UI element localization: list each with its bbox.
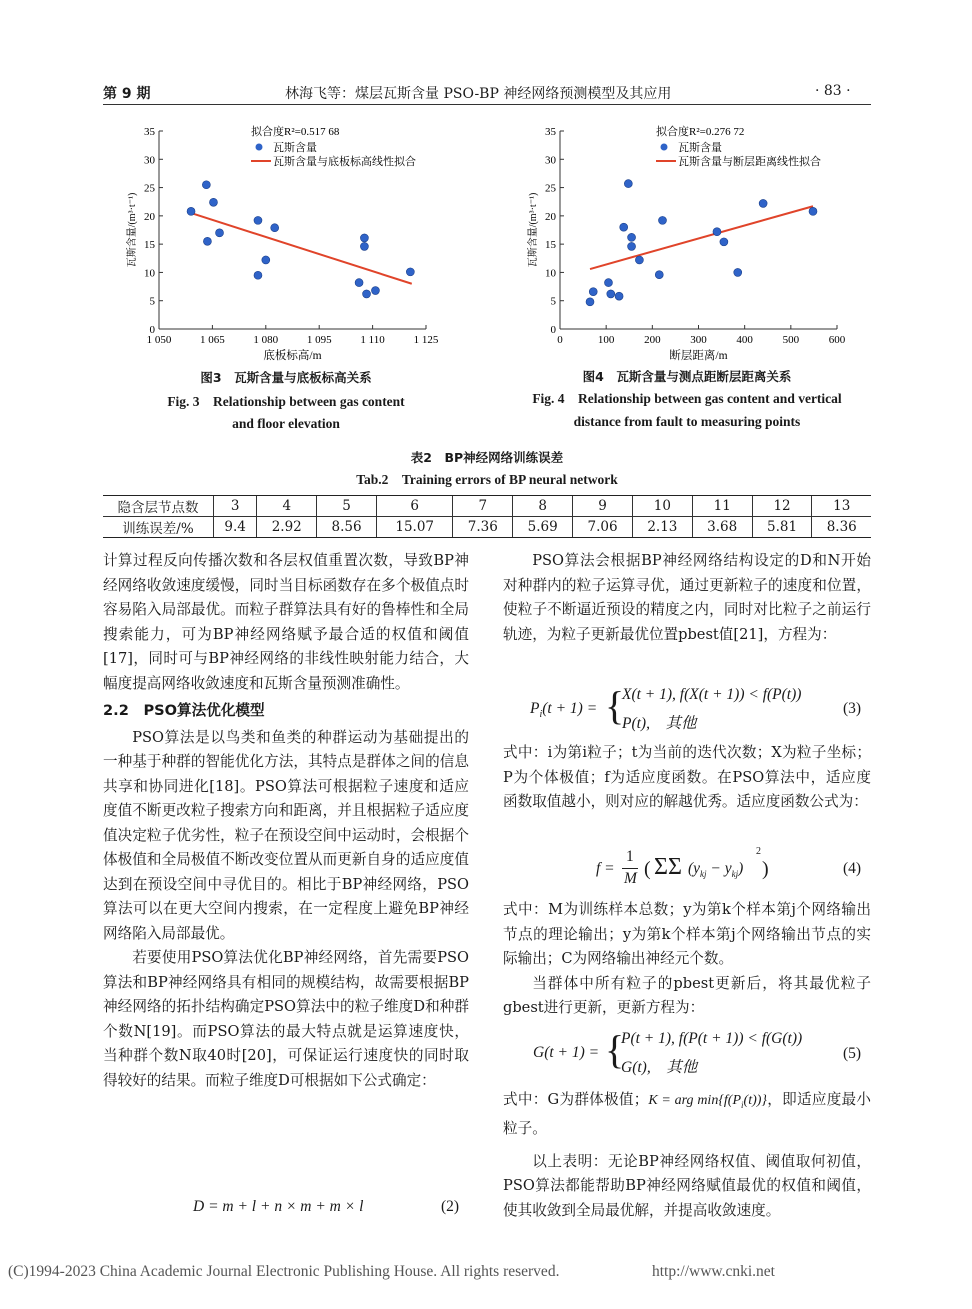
y-tick-label: 20 [545,210,556,223]
paragraph: 以上表明：无论BP神经网络权值、阈值取何初值，PSO算法都能帮助BP神经网络赋值最优的权值和阈值，使其收敛到全局最优解，并提高收敛速度。 [503,1152,871,1219]
data-point [589,288,597,296]
legend-label: 瓦斯含量 [678,142,722,154]
data-point [271,224,279,232]
table2-caption-en: Tab.2 Training errors of BP neural network [356,472,618,487]
x-tick-label: 1 080 [253,334,279,346]
fit-r2-label: 拟合度R²=0.517 68 [251,126,340,138]
y-tick-label: 0 [149,324,155,336]
y-tick-label: 0 [550,324,556,336]
data-point [620,223,628,231]
data-point [209,198,217,206]
paragraph: 式中：G为群体极值；K = arg $\min\{f(P_i(t))\}$，即适应度最小粒子。 [503,1091,871,1138]
paragraph: PSO算法是以鸟类和鱼类的种群运动为基础提出的一种基于种群的智能优化方法，其特点是群体之间的信息共享和协同进化[18]。PSO算法可根据粒子速度和适应度值不断更改粒子搜索方向和距离，并且根据粒子适应度值决定粒子优劣性，粒子在预设空间中运动时，会根据个体极值和全局极值不断改变位置从而更新自身的适应度值达到在预设空间中寻优目的。相比于BP神经网络，PSO算法可以在更大空间内搜索，在一定程度上避免BP神经网络陷入局部最优。 [103,728,469,942]
data-point [216,229,224,237]
table-cell: 2.13 [632,517,692,538]
equation-3-case-2: P(t), 其他 [622,715,697,732]
y-tick-label: 10 [545,267,556,280]
table-cell: 5 [317,496,377,517]
brace: { [605,683,625,728]
fit-r2-label: 拟合度R²=0.276 72 [656,126,745,138]
x-tick-label: 200 [644,334,661,346]
x-tick-label: 1 050 [146,334,172,346]
y-tick-label: 10 [144,267,155,280]
y-tick-label: 5 [550,295,556,308]
figure3-caption-en-2: and floor elevation [232,416,340,431]
y-tick-label: 15 [545,239,556,252]
y-tick-label: 30 [545,154,556,167]
figure3-chart [103,118,453,368]
data-point [254,216,262,224]
table2-caption-cn: 表2 BP神经网络训练误差 [410,450,564,465]
figure3-caption-en-1: Fig. 3 Relationship between gas content [167,394,405,409]
data-point [363,290,371,298]
data-point [628,242,636,250]
running-title: 林海飞等：煤层瓦斯含量 PSO-BP 神经网络预测模型及其应用 [285,86,672,102]
equation-2: D = m + l + n × m + m × l [193,1198,364,1215]
paragraph: 计算过程反向传播次数和各层权值重置次数，导致BP神经网络收敛速度缓慢，同时当目标函数存在多个极值点时容易陷入局部最优。而粒子群算法具有好的鲁棒性和全局搜索能力，可为BP神经网络赋予最合适的权值和阈值[17]，同时可与BP神经网络的非线性映射能力结合，大幅度提高网络收敛速度和瓦斯含量预测准确性。 [103,552,469,692]
equation-5-case-2: G(t), 其他 [621,1059,698,1076]
table-cell: 13 [812,496,871,517]
table-cell: 8.36 [812,517,871,538]
table-cell: 12 [752,496,812,517]
section-heading: 2.2 PSO算法优化模型 [103,702,265,719]
table-cell: 10 [632,496,692,517]
y-tick-label: 20 [144,210,155,223]
table2-row-label: 隐含层节点数 [103,496,214,517]
data-point [809,207,817,215]
x-tick-label: 100 [597,334,615,346]
table-cell: 5.81 [752,517,812,538]
data-point [187,207,195,215]
issue-number: 第 9 期 [103,86,151,102]
data-point [262,256,270,264]
figure4-caption-en-1: Fig. 4 Relationship between gas content and vertical [532,391,842,406]
equation-3-number: (3) [843,700,862,717]
table-cell: 9 [573,496,633,517]
table-cell: 7 [453,496,513,517]
figure3-caption-cn: 图3 瓦斯含量与底板标高关系 [200,370,372,385]
table-cell: 8.56 [317,517,377,538]
y-tick-label: 30 [144,154,155,167]
table2-row-nodes [103,496,871,517]
legend-marker [256,144,263,151]
equation-2-number: (2) [441,1198,460,1215]
paragraph: 式中：i为第i粒子；t为当前的迭代次数；X为粒子坐标；P为个体极值；f为适应度函数。在PSO算法中，适应度函数取值越小，则对应的解越优秀。适应度函数公式为： [503,744,871,810]
y-tick-label: 25 [545,182,556,195]
paragraph: PSO算法会根据BP神经网络结构设定的D和N开始对种群内的粒子运算寻优，通过更新粒子的速度和位置，使粒子不断逼近预设的精度之内，同时对比粒子之前运行轨迹，为粒子更新最优位置pbest值[21]，方程为： [503,552,871,643]
data-point [658,216,666,224]
data-point [759,199,767,207]
table-cell: 15.07 [377,517,453,538]
data-point [360,242,368,250]
equation-3-case-1: X(t + 1), f(X(t + 1)) < f(P(t)) [622,686,802,703]
legend-label: 瓦斯含量 [273,142,317,154]
right-paragraph-1 [503,549,871,647]
right-paragraph-3 [503,898,871,1021]
equation-5-number: (5) [843,1045,862,1062]
data-point [624,180,632,188]
paragraph: 式中：M为训练样本总数；y为第k个样本第j个网络输出节点的理论输出；y为第k个样本第j个网络输出节点的实际输出；C为网络输出神经元个数。 [503,901,871,967]
equation-3 [530,683,870,734]
x-tick-label: 1 095 [306,334,332,346]
equation-3-lhs: $P_i(t + 1)$ = [530,700,598,721]
data-point [586,298,594,306]
x-tick-label: 1 065 [200,334,225,346]
brace: { [605,1027,625,1072]
table-cell: 7.06 [573,517,633,538]
data-point [720,238,728,246]
y-axis-label: 瓦斯含量/(m³·t⁻¹) [528,192,539,268]
table-cell: 9.4 [214,517,257,538]
table-cell: 4 [257,496,317,517]
data-point [655,271,663,279]
table2 [103,495,871,538]
right-paragraph-4 [503,1088,871,1223]
y-tick-label: 35 [144,126,155,138]
legend-label: 瓦斯含量与底板标高线性拟合 [273,156,416,168]
page-number: · 83 · [815,83,851,99]
x-tick-label: 0 [557,334,563,346]
copyright-notice: (C)1994-2023 China Academic Journal Electronic Publishing House. All rights reserved. [8,1263,560,1280]
table-cell: 6 [377,496,453,517]
table2-row-label: 训练误差/% [103,517,214,538]
table2-row-errors [103,517,871,538]
fit-line [590,206,813,269]
fit-line [189,212,412,283]
equation-5-case-1: P(t + 1), f(P(t + 1)) < f(G(t)) [621,1030,803,1047]
data-point [360,234,368,242]
data-point [734,268,742,276]
table-cell: 7.36 [453,517,513,538]
figure4-caption-en-2: distance from fault to measuring points [573,414,801,429]
x-tick-label: 500 [782,334,800,346]
y-axis-label: 瓦斯含量/(m³·t⁻¹) [127,192,138,268]
table-cell: 2.92 [257,517,317,538]
y-tick-label: 35 [545,126,556,138]
x-tick-label: 400 [736,334,753,346]
table-cell: 5.69 [513,517,573,538]
paragraph: 若要使用PSO算法优化BP神经网络，首先需要PSO算法和BP神经网络具有相同的规模结构，故需要根据BP神经网络的拓扑结构确定PSO算法中的粒子维度D和种群个数N[19]。而PSO算法的最大特点就是运算速度快，当种群个数N取40时[20]，可保证运行速度快的同时取得较好的结果。而粒子维度D可根据如下公式确定： [103,949,469,1089]
equation-4: f = 1 M ( ΣΣ $(y_{kj} - y_{kj})$ ) 2 [596,846,769,887]
x-axis-label: 底板标高/m [263,350,322,362]
left-column [103,549,469,1093]
x-tick-label: 600 [828,334,846,346]
data-point [203,237,211,245]
legend-label: 瓦斯含量与断层距离线性拟合 [678,156,821,168]
data-point [406,268,414,276]
equation-5: G(t + 1) = { P(t + 1), f(P(t + 1)) < f(G(t)) G(t), 其他 [533,1027,803,1076]
y-tick-label: 5 [149,295,155,308]
y-tick-label: 25 [144,182,155,195]
legend-marker [661,144,668,151]
x-tick-label: 1 125 [413,334,439,346]
x-tick-label: 300 [690,334,707,346]
data-point [371,287,379,295]
data-point [713,228,721,236]
header-rule [103,104,871,105]
figure4-caption-cn: 图4 瓦斯含量与测点距断层距离关系 [582,369,792,384]
table-cell: 11 [692,496,752,517]
equation-4-number: (4) [843,860,862,877]
data-point [254,271,262,279]
cnki-url[interactable]: http://www.cnki.net [652,1263,775,1280]
right-paragraph-2 [503,741,871,815]
x-tick-label: 1 110 [360,334,385,346]
data-point [607,290,615,298]
data-point [355,279,363,287]
figure4-chart [518,118,858,368]
data-point [615,292,623,300]
y-tick-label: 15 [144,239,155,252]
data-point [202,181,210,189]
data-point [628,233,636,241]
data-point [635,256,643,264]
table-cell: 3 [214,496,257,517]
data-point [604,279,612,287]
x-axis-label: 断层距离/m [669,350,728,362]
table-cell: 3.68 [692,517,752,538]
paragraph: 当群体中所有粒子的pbest更新后，将其最优粒子gbest进行更新，更新方程为： [503,974,871,1016]
table-cell: 8 [513,496,573,517]
